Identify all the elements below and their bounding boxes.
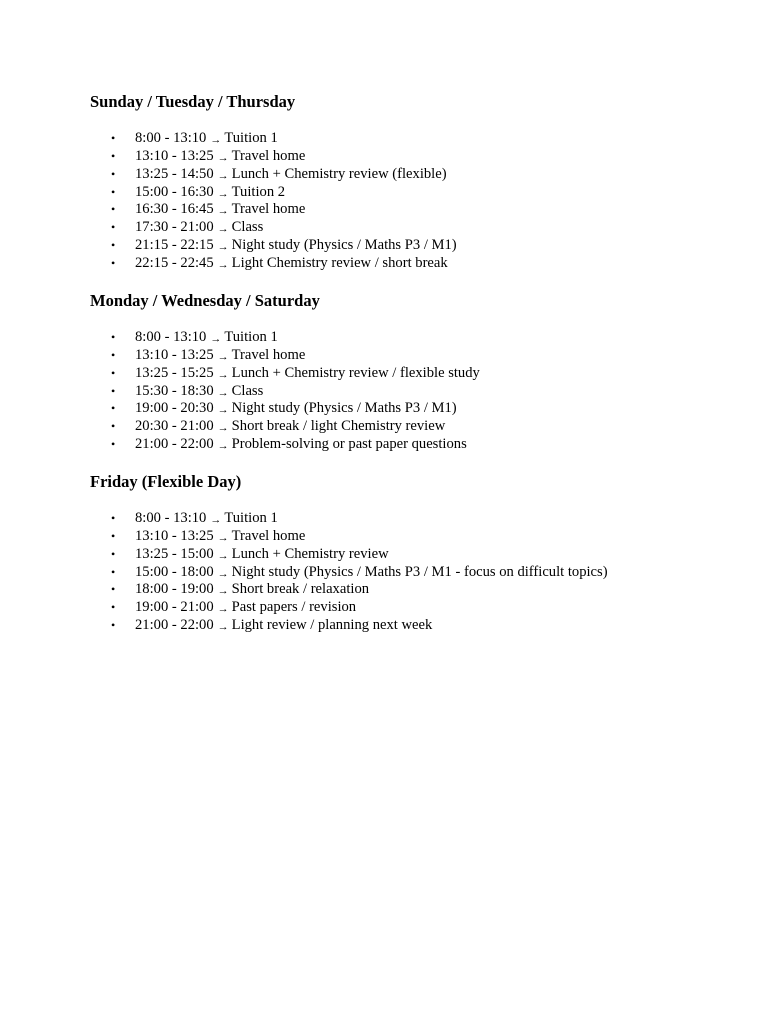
activity: Night study (Physics / Maths P3 / M1) xyxy=(231,400,457,417)
section-heading: Sunday / Tuesday / Thursday xyxy=(90,92,296,111)
arrow-right-icon: → xyxy=(217,205,229,218)
list-item xyxy=(90,617,730,635)
schedule-section-sun-tue-thu xyxy=(90,92,730,273)
bullet-icon: • xyxy=(111,148,116,163)
schedule-section-friday xyxy=(90,472,730,635)
time-range: 13:25 - 15:00 xyxy=(135,545,214,562)
activity: Class xyxy=(231,219,264,236)
activity: Travel home xyxy=(231,346,306,363)
arrow-right-icon: → xyxy=(217,621,229,634)
arrow-right-icon: → xyxy=(217,151,229,164)
arrow-right-icon: → xyxy=(210,333,222,345)
activity: Tuition 1 xyxy=(224,329,278,345)
activity: Light Chemistry review / short break xyxy=(231,254,448,271)
time-range: 13:25 - 15:25 xyxy=(135,364,214,381)
list-item xyxy=(90,581,730,599)
list-item xyxy=(90,237,730,255)
arrow-right-icon: → xyxy=(217,440,229,453)
list-item xyxy=(90,148,730,166)
activity: Class xyxy=(231,382,264,399)
bullet-icon: • xyxy=(111,220,116,235)
schedule-list xyxy=(90,329,730,454)
arrow-right-icon: → xyxy=(217,258,229,271)
bullet-icon: • xyxy=(111,383,116,398)
bullet-icon: • xyxy=(111,365,116,380)
bullet-icon: • xyxy=(111,564,116,579)
list-item xyxy=(90,546,730,564)
arrow-right-icon: → xyxy=(217,585,229,598)
activity: Tuition 1 xyxy=(224,130,278,146)
arrow-right-icon: → xyxy=(217,169,229,182)
time-range: 13:10 - 13:25 xyxy=(135,527,214,544)
time-range: 21:15 - 22:15 xyxy=(135,237,214,254)
activity: Travel home xyxy=(231,527,306,544)
activity: Night study (Physics / Maths P3 / M1) xyxy=(231,237,457,254)
time-range: 15:00 - 18:00 xyxy=(135,563,214,580)
time-range: 19:00 - 20:30 xyxy=(135,400,214,417)
bullet-icon: • xyxy=(111,401,116,416)
arrow-right-icon: → xyxy=(217,386,229,399)
activity: Short break / light Chemistry review xyxy=(231,418,446,435)
time-range: 15:30 - 18:30 xyxy=(135,382,214,399)
bullet-icon: • xyxy=(111,166,116,181)
list-item xyxy=(90,418,730,436)
activity: Tuition 1 xyxy=(224,510,278,526)
bullet-icon: • xyxy=(111,184,116,199)
arrow-right-icon: → xyxy=(217,567,229,580)
time-range: 13:25 - 14:50 xyxy=(135,165,214,182)
arrow-right-icon: → xyxy=(217,531,229,544)
time-range: 13:10 - 13:25 xyxy=(135,147,214,164)
list-item xyxy=(90,365,730,383)
bullet-icon: • xyxy=(111,347,116,362)
activity: Tuition 2 xyxy=(231,183,286,200)
activity: Light review / planning next week xyxy=(231,617,433,634)
time-range: 19:00 - 21:00 xyxy=(135,599,214,616)
arrow-right-icon: → xyxy=(217,549,229,562)
arrow-right-icon: → xyxy=(217,187,229,200)
list-item xyxy=(90,184,730,202)
list-item xyxy=(90,599,730,617)
schedule-section-mon-wed-sat xyxy=(90,291,730,454)
time-range: 21:00 - 22:00 xyxy=(135,617,214,634)
time-range: 13:10 - 13:25 xyxy=(135,346,214,363)
schedule-list xyxy=(90,510,730,635)
list-item xyxy=(90,219,730,237)
time-range: 17:30 - 21:00 xyxy=(135,219,214,236)
list-item xyxy=(90,400,730,418)
time-range: 8:00 - 13:10 xyxy=(135,329,207,345)
time-range: 8:00 - 13:10 xyxy=(135,130,207,146)
arrow-right-icon: → xyxy=(217,350,229,363)
activity: Lunch + Chemistry review xyxy=(231,545,389,562)
time-range: 16:30 - 16:45 xyxy=(135,201,214,218)
time-range: 15:00 - 16:30 xyxy=(135,183,214,200)
list-item xyxy=(90,564,730,582)
bullet-icon: • xyxy=(111,546,116,561)
activity: Lunch + Chemistry review (flexible) xyxy=(231,165,447,182)
bullet-icon: • xyxy=(111,600,116,615)
bullet-icon: • xyxy=(111,255,116,270)
list-item xyxy=(90,329,730,347)
arrow-right-icon: → xyxy=(210,134,222,146)
activity: Problem-solving or past paper questions xyxy=(231,436,467,453)
list-item xyxy=(90,201,730,219)
list-item xyxy=(90,347,730,365)
arrow-right-icon: → xyxy=(217,223,229,236)
arrow-right-icon: → xyxy=(217,404,229,417)
list-item xyxy=(90,255,730,273)
arrow-right-icon: → xyxy=(217,368,229,381)
arrow-right-icon: → xyxy=(217,603,229,616)
bullet-icon: • xyxy=(111,202,116,217)
activity: Travel home xyxy=(231,147,306,164)
list-item xyxy=(90,383,730,401)
bullet-icon: • xyxy=(111,528,116,543)
arrow-right-icon: → xyxy=(217,241,229,254)
list-item xyxy=(90,130,730,148)
bullet-icon: • xyxy=(111,330,116,344)
bullet-icon: • xyxy=(111,511,116,525)
list-item xyxy=(90,436,730,454)
arrow-right-icon: → xyxy=(217,422,229,435)
activity: Short break / relaxation xyxy=(231,581,370,598)
bullet-icon: • xyxy=(111,437,116,452)
section-heading: Monday / Wednesday / Saturday xyxy=(90,291,320,310)
time-range: 22:15 - 22:45 xyxy=(135,254,214,271)
list-item xyxy=(90,166,730,184)
activity: Travel home xyxy=(231,201,306,218)
time-range: 8:00 - 13:10 xyxy=(135,510,207,526)
activity: Past papers / revision xyxy=(231,599,357,616)
bullet-icon: • xyxy=(111,582,116,597)
bullet-icon: • xyxy=(111,419,116,434)
bullet-icon: • xyxy=(111,238,116,253)
activity: Lunch + Chemistry review / flexible study xyxy=(231,364,480,381)
bullet-icon: • xyxy=(111,618,116,633)
time-range: 20:30 - 21:00 xyxy=(135,418,214,435)
schedule-list xyxy=(90,130,730,273)
time-range: 18:00 - 19:00 xyxy=(135,581,214,598)
section-heading: Friday (Flexible Day) xyxy=(90,472,242,491)
list-item xyxy=(90,510,730,528)
bullet-icon: • xyxy=(111,131,116,145)
activity: Night study (Physics / Maths P3 / M1 - focus on difficult topics) xyxy=(231,563,608,580)
time-range: 21:00 - 22:00 xyxy=(135,436,214,453)
list-item xyxy=(90,528,730,546)
arrow-right-icon: → xyxy=(210,514,222,526)
